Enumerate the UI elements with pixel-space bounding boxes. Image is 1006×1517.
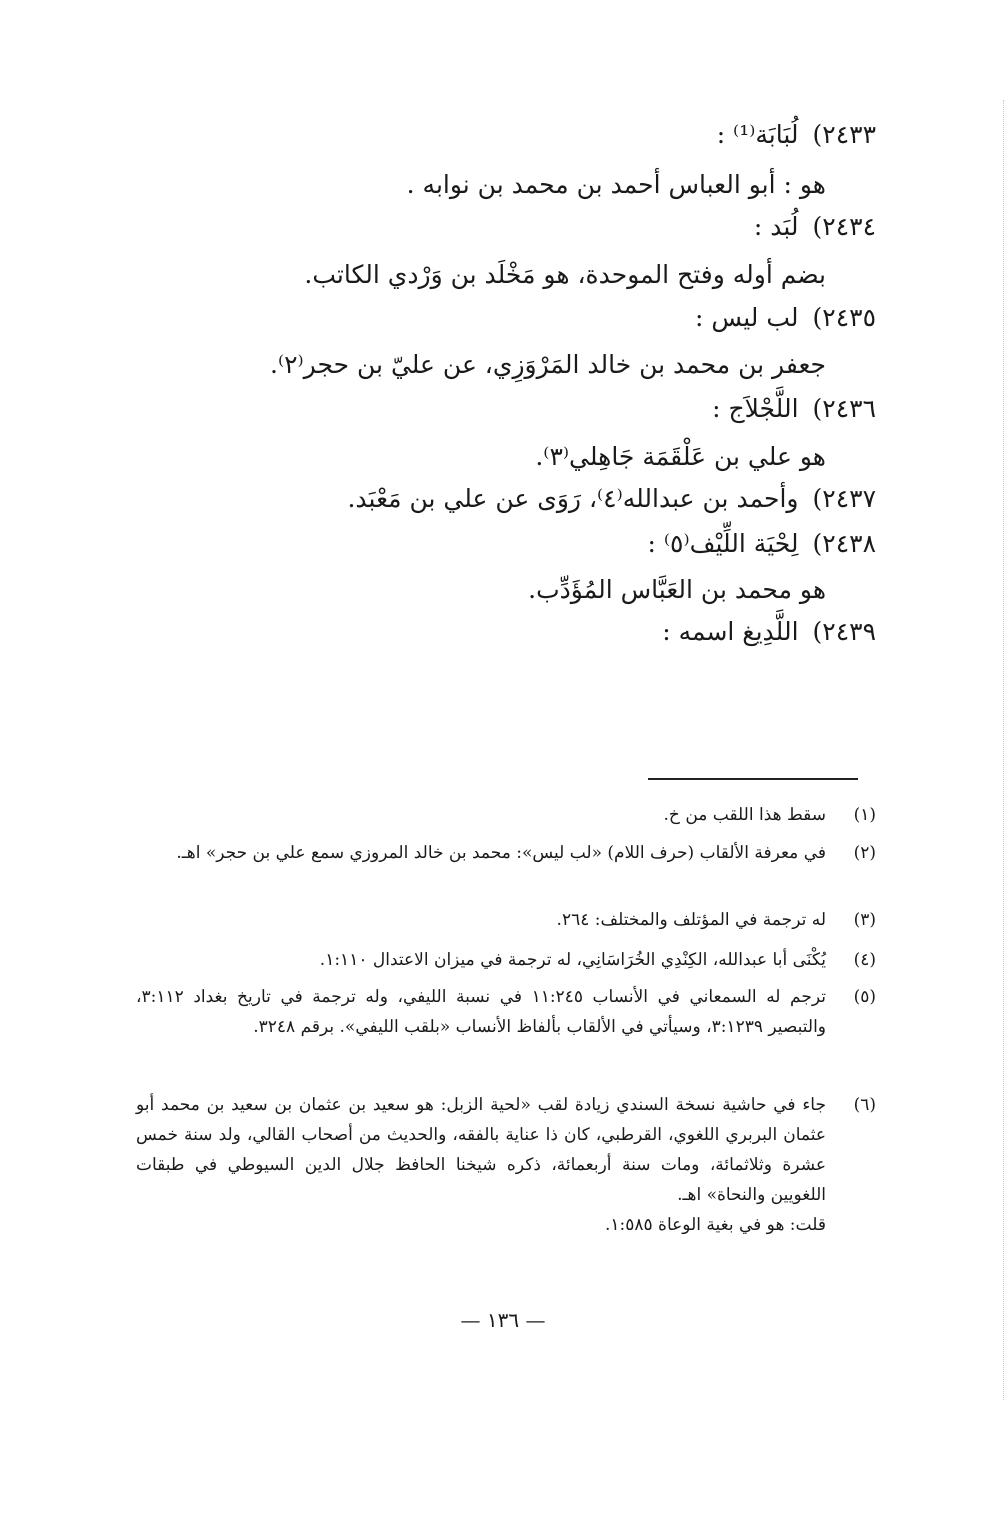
entry-2436 [712,392,876,426]
entry-title: لُبَابَة⁽¹⁾ : [716,120,799,149]
footnote-5 [136,982,876,1042]
entry-2433 [717,118,876,152]
entry-2435 [695,301,876,335]
footnote-number: (٢) [853,843,876,863]
entry-2433-body: هو : أبو العباس أحمد بن محمد بن نوابه . [406,170,826,199]
margin-mark [1001,100,1004,1400]
footnote-2 [136,838,876,868]
footnote-1 [136,800,876,830]
entry-title: اللَّجْلاَج : [712,394,799,423]
footnote-text: سقط هذا اللقب من خ. [663,805,826,825]
footnote-text: ترجم له السمعاني في الأنساب ١١:٢٤٥ في نسبة الليفي، وله ترجمة في تاريخ بغداد ٣:١١٢، والتبصير ٣:١٢٣٩، وسيأتي في الألقاب بألفاظ الأنساب «بلقب الليفي». برقم ٣٢٤٨. [136,987,826,1037]
entry-2434-body: بضم أوله وفتح الموحدة، هو مَخْلَد بن وَرْدي الكاتب. [304,260,826,289]
footnote-separator [648,778,858,780]
entry-title: اللَّدِيغ اسمه : [662,617,799,646]
entry-title: لُبَد : [753,212,799,241]
entry-title: وأحمد بن عبدالله⁽٤⁾، رَوَى عن علي بن مَعْبَد. [347,484,799,513]
entry-2439 [662,615,876,649]
footnote-number: (٣) [853,910,876,930]
footnote-text: في معرفة الألقاب (حرف اللام) «لب ليس»: محمد بن خالد المروزي سمع علي بن حجر» اهـ. [176,843,826,863]
footnote-number: (٦) [853,1095,876,1115]
entry-number: ٢٤٣٣) [812,120,876,149]
footnote-number: (٥) [853,987,876,1007]
entry-title: لِحْيَة اللِّيْف⁽٥⁾ : [647,529,799,558]
entry-title: لب ليس : [695,303,799,332]
footnote-number: (٤) [853,950,876,970]
entry-2438-body: هو محمد بن العَبَّاس المُؤَدِّب. [528,575,826,604]
footnote-addendum: قلت: هو في بغية الوعاة ١:٥٨٥. [604,1215,826,1235]
entry-number: ٢٤٣٧) [812,484,876,513]
entry-number: ٢٤٣٤) [812,212,876,241]
footnote-text: يُكْنَى أبا عبدالله، الكِنْدِي الخُرَاسَانِي، له ترجمة في ميزان الاعتدال ١:١١٠. [319,950,826,970]
entry-number: ٢٤٣٩) [812,617,876,646]
entry-2437 [347,482,876,516]
footnote-4 [136,945,876,975]
entry-2438 [648,527,877,561]
entry-2436-body: هو علي بن عَلْقَمَة جَاهِلي⁽٣⁾. [535,442,826,471]
entry-2435-body: جعفر بن محمد بن خالد المَرْوَزِي، عن عليّ بن حجر⁽٢⁾. [270,350,826,379]
footnote-number: (١) [853,805,876,825]
entry-number: ٢٤٣٨) [812,529,876,558]
footnote-6 [136,1090,876,1240]
footnote-text: جاء في حاشية نسخة السندي زيادة لقب «لحية الزبل: هو سعيد بن عثمان بن سعيد بن محمد أبو عثمان البربري اللغوي، القرطبي، كان ذا عناية بالفقه، والحديث من أصحاب القالي، ولد سنة خمس عشرة وثلاثمائة، ومات سنة أربعمائة، ذكره شيخنا الحافظ جلال الدين السيوطي في طبقات اللغويين والنحاة» اهـ. [136,1095,826,1205]
footnote-3 [136,905,876,935]
entry-2434 [754,210,876,244]
entry-number: ٢٤٣٦) [812,394,876,423]
footnote-text: له ترجمة في المؤتلف والمختلف: ٢٦٤. [556,910,826,930]
page-number: — ١٣٦ — [460,1308,546,1332]
entry-number: ٢٤٣٥) [812,303,876,332]
